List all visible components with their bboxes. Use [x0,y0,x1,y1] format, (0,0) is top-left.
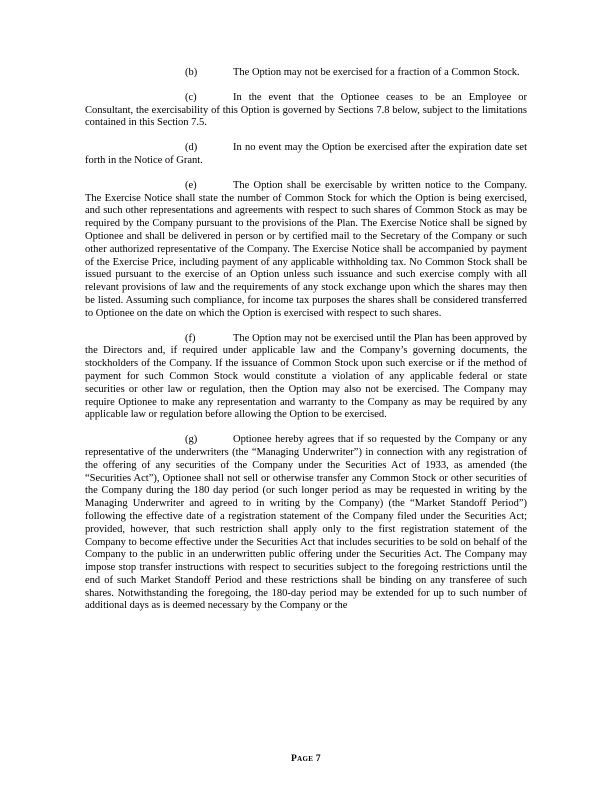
paragraph-g [85,434,527,613]
page-number-footer: Page 7 [291,754,321,764]
paragraph-e [85,180,527,321]
paragraph-label: (b) [185,67,198,78]
paragraph-text: Optionee hereby agrees that if so requested by the Company or any representative of the underwriters (the “Managing Underwriter”) in connection with any registration of the offering of any securities of the Company under the Securities Act of 1933, as amended (the “Securities Act”), Optionee shall not sell or otherwise transfer any Common Stock or other securities of the Company during the 180 day period (or such longer period as may be requested in writing by the Managing Underwriter and agreed to in writing by the Company) (the “Market Standoff Period”) following the effective date of a registration statement of the Company filed under the Securities Act; provided, however, that such restriction shall apply only to the first registration statement of the Company to become effective under the Securities Act that includes securities to be sold on behalf of the Company to the public in an underwritten public offering under the Securities Act. The Company may impose stop transfer instructions with respect to securities subject to the foregoing restrictions until the end of such Market Standoff Period and these restrictions shall be binding on any transferee of such shares. Notwithstanding the foregoing, the 180-day period may be extended for up to such number of additional days as is deemed necessary by the Company or the [85,434,527,612]
paragraph-c [85,92,527,130]
paragraph-label: (e) [185,179,197,191]
paragraph-text: In the event that the Optionee ceases to be an Employee or Consultant, the exercisability of this Option is governed by Sections 7.8 below, subject to the limitations contained in this Section 7.5. [85,91,527,129]
paragraph-b [85,67,527,80]
paragraph-label: (f) [185,332,196,344]
paragraph-text: The Option may not be exercised for a fraction of a Common Stock. [233,67,520,78]
paragraph-label: (c) [185,91,197,103]
paragraph-text: In no event may the Option be exercised after the expiration date set forth in the Notice of Grant. [85,142,527,166]
paragraph-text: The Option shall be exercisable by written notice to the Company. The Exercise Notice shall state the number of Common Stock for which the Option is being exercised, and such other representations and agreements with respect to such shares of Common Stock as may be required by the Company pursuant to the provisions of the Plan. The Exercise Notice shall be signed by Optionee and shall be delivered in person or by certified mail to the Secretary of the Company or such other authorized representative of the Company. The Exercise Notice shall be accompanied by payment of the Exercise Price, including payment of any applicable withholding tax. No Common Stock shall be issued pursuant to the exercise of an Option unless such issuance and such exercise comply with all relevant provisions of law and the requirements of any stock exchange upon which the shares may then be listed. Assuming such compliance, for income tax purposes the shares shall be considered transferred to Optionee on the date on which the Option is exercised with respect to such shares. [85,179,527,319]
document-body [85,67,527,625]
paragraph-label: (d) [185,142,198,154]
paragraph-f [85,333,527,423]
paragraph-d [85,142,527,168]
paragraph-text: The Option may not be exercised until the Plan has been approved by the Directors and, if required under applicable law and the Company’s governing documents, the stockholders of the Company. If the issuance of Common Stock upon such exercise or if the method of payment for such Common Stock would constitute a violation of any applicable federal or state securities or other law or regulation, then the Option may also not be exercised. The Company may require Optionee to make any representation and warranty to the Company as may be required by any applicable law or regulation before allowing the Option to be exercised. [85,332,527,421]
paragraph-label: (g) [185,434,198,446]
